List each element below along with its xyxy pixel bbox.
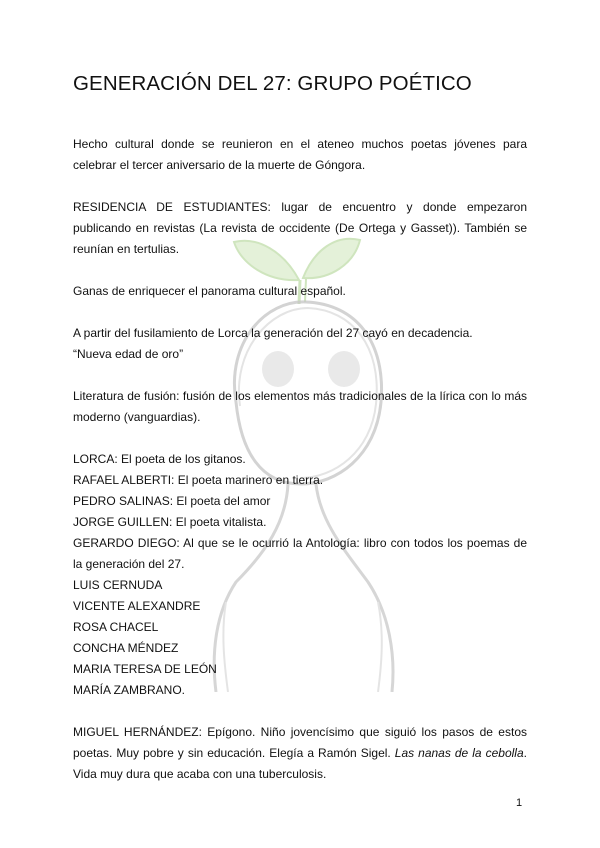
poet-item: CONCHA MÉNDEZ	[73, 641, 179, 655]
paragraph-intro: Hecho cultural donde se reunieron en el ateneo muchos poetas jóvenes para celebrar el tercer aniversario de la muerte de Góngora.	[73, 137, 527, 172]
poet-item: LORCA: El poeta de los gitanos.	[73, 452, 246, 466]
paragraph-residencia: RESIDENCIA DE ESTUDIANTES: lugar de encuentro y donde empezaron publicando en revistas (La revista de occidente (De Ortega y Gasset)). También se reunían en tertulias.	[73, 200, 527, 256]
document-body	[73, 72, 527, 785]
paragraph-hernandez	[73, 722, 527, 785]
poet-item: ROSA CHACEL	[73, 620, 159, 634]
poet-item: RAFAEL ALBERTI: El poeta marinero en tierra.	[73, 473, 324, 487]
page-number: 1	[516, 797, 523, 809]
hernandez-text-after: . Vida muy dura que acaba con una tuberculosis.	[73, 746, 527, 781]
poet-item: VICENTE ALEXANDRE	[73, 599, 201, 613]
poet-list	[73, 449, 527, 701]
hernandez-italic-title: Las nanas de la cebolla	[394, 746, 524, 760]
page-title: GENERACIÓN DEL 27: GRUPO POÉTICO	[73, 72, 472, 95]
nueva-edad-line: “Nueva edad de oro”	[73, 347, 184, 361]
poet-item: MARÍA ZAMBRANO.	[73, 683, 186, 697]
poet-item: MARIA TERESA DE LEÓN	[73, 662, 217, 676]
decadencia-line: A partir del fusilamiento de Lorca la generación del 27 cayó en decadencia.	[73, 326, 473, 340]
hernandez-text-before: MIGUEL HERNÁNDEZ: Epígono. Niño jovencísimo que siguió los pasos de estos poetas. Muy pobre y sin educación. Elegía a Ramón Sigel.	[73, 725, 527, 760]
paragraph-decadencia	[73, 323, 527, 365]
poet-item: PEDRO SALINAS: El poeta del amor	[73, 494, 271, 508]
poet-item: LUIS CERNUDA	[73, 578, 163, 592]
poet-item: GERARDO DIEGO: Al que se le ocurrió la Antología: libro con todos los poemas de la generación del 27.	[73, 536, 527, 571]
poet-item: JORGE GUILLEN: El poeta vitalista.	[73, 515, 267, 529]
paragraph-panorama: Ganas de enriquecer el panorama cultural español.	[73, 284, 346, 298]
paragraph-fusion: Literatura de fusión: fusión de los elementos más tradicionales de la lírica con lo más moderno (vanguardias).	[73, 389, 527, 424]
